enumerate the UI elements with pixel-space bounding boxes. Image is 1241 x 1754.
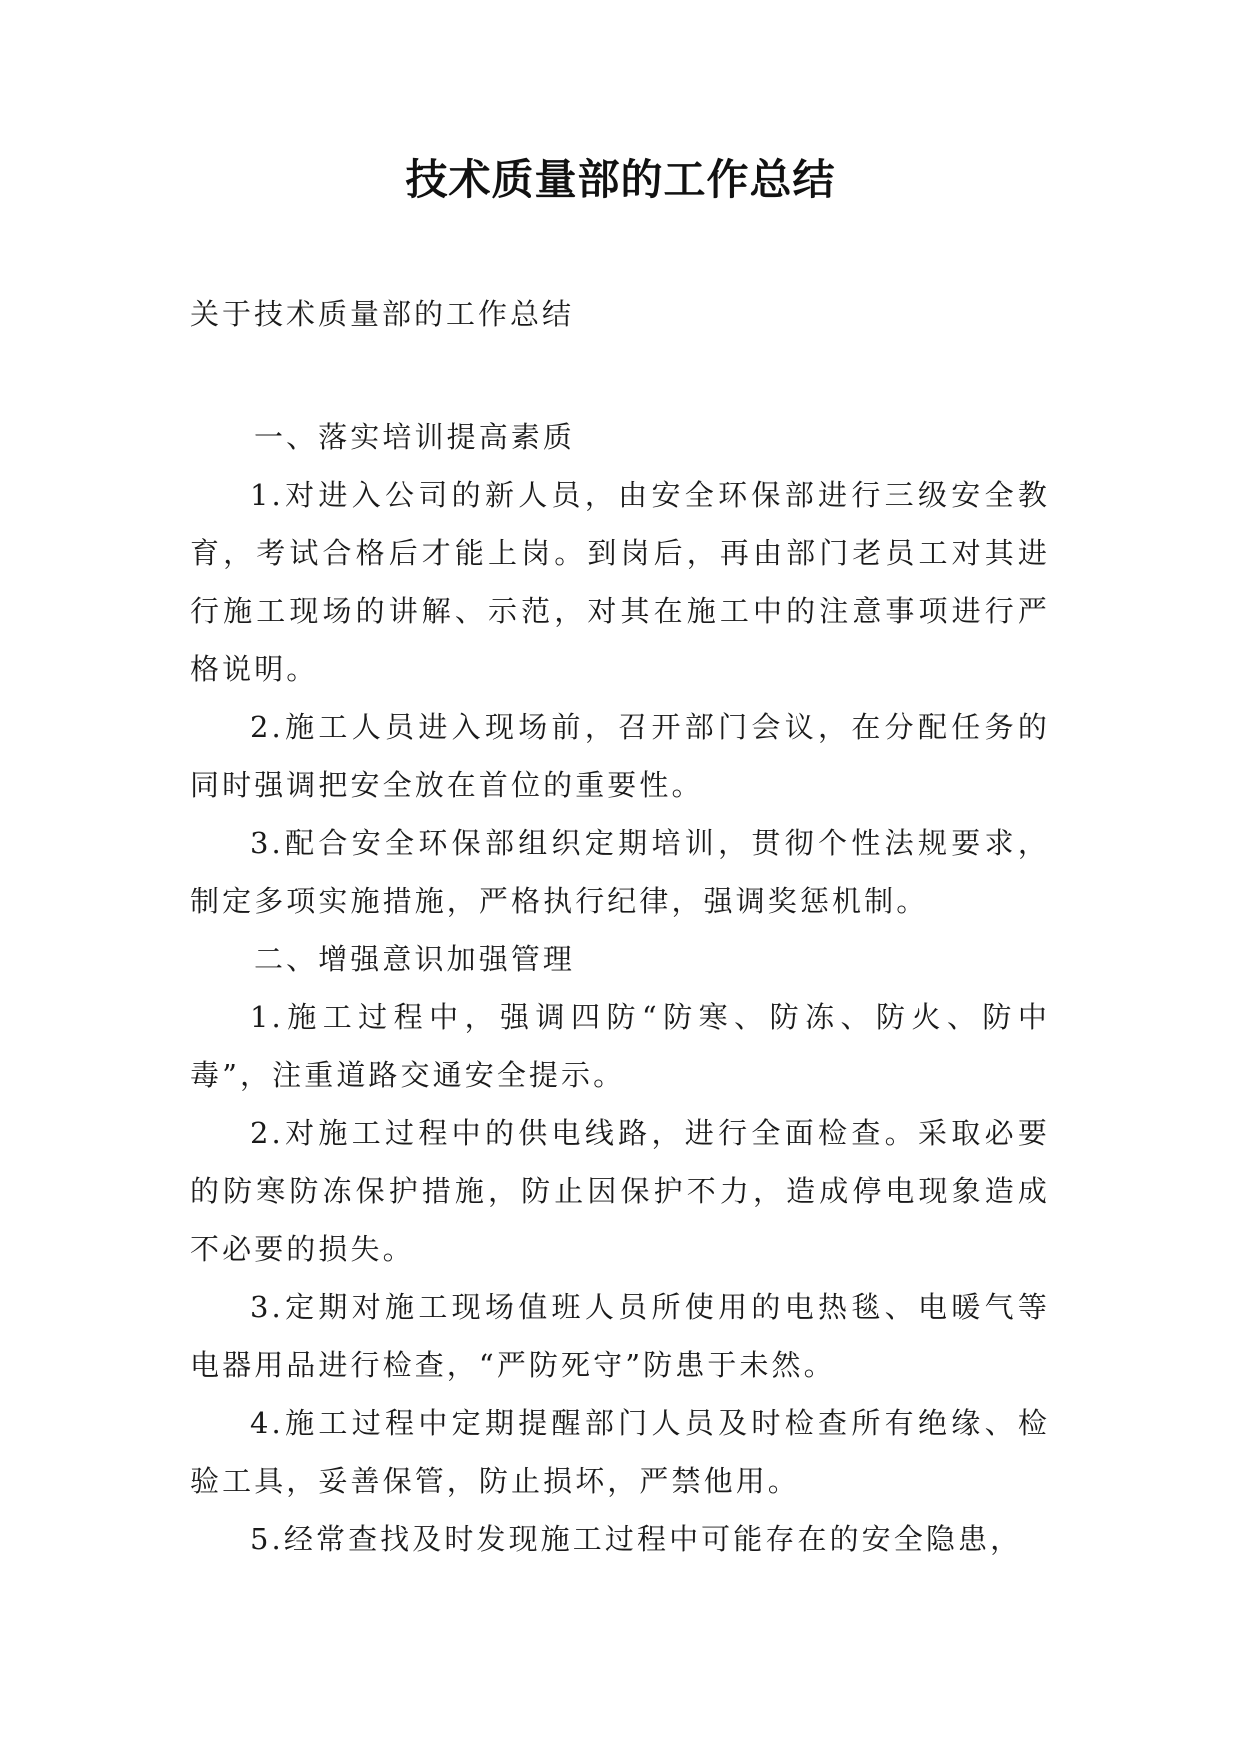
paragraph-1-3: 3.配合安全环保部组织定期培训，贯彻个性法规要求，制定多项实施措施，严格执行纪律，强调奖惩机制。 (190, 826, 1050, 918)
section-heading-1: 一、落实培训提高素质 (254, 420, 576, 454)
paragraph-1-2: 2.施工人员进入现场前，召开部门会议，在分配任务的同时强调把安全放在首位的重要性。 (190, 710, 1050, 802)
section-heading-2: 二、增强意识加强管理 (254, 942, 576, 976)
paragraph-2-4: 4.施工过程中定期提醒部门人员及时检查所有绝缘、检验工具，妥善保管，防止损坏，严禁他用。 (190, 1406, 1050, 1498)
paragraph-1-1: 1.对进入公司的新人员，由安全环保部进行三级安全教育，考试合格后才能上岗。到岗后，再由部门老员工对其进行施工现场的讲解、示范，对其在施工中的注意事项进行严格说明。 (190, 478, 1050, 686)
paragraph-2-5: 5.经常查找及时发现施工过程中可能存在的安全隐患， (250, 1522, 1023, 1556)
paragraph-2-3: 3.定期对施工现场值班人员所使用的电热毯、电暖气等电器用品进行检查，“严防死守”防患于未然。 (190, 1290, 1050, 1382)
document-title: 技术质量部的工作总结 (405, 155, 836, 204)
paragraph-2-1: 1.施工过程中，强调四防“防寒、防冻、防火、防中毒”，注重道路交通安全提示。 (190, 1000, 1050, 1092)
document-body (190, 408, 1050, 1568)
document-subtitle: 关于技术质量部的工作总结 (190, 297, 575, 331)
paragraph-2-2: 2.对施工过程中的供电线路，进行全面检查。采取必要的防寒防冻保护措施，防止因保护不力，造成停电现象造成不必要的损失。 (190, 1116, 1050, 1266)
